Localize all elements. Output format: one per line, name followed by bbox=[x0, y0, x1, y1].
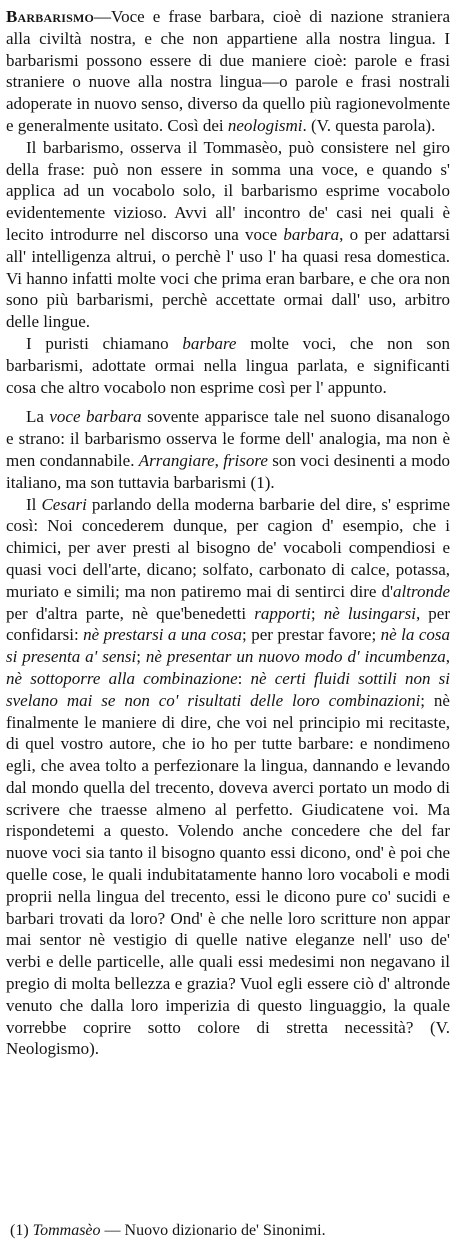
text-run: molte voci, che non son barbarismi, adottate ormai nella lingua parlata, e significanti cosa che altro vocabolo non esprime così per l' appunto. bbox=[6, 333, 450, 397]
italic-term: frisore bbox=[223, 450, 268, 470]
text-run: per d'altra parte, nè que'benedetti bbox=[6, 603, 255, 623]
text-run: I puristi chiamano bbox=[26, 333, 183, 353]
footnote-marker: (1) bbox=[10, 1222, 29, 1239]
text-run: , bbox=[214, 450, 224, 470]
italic-term: rapporti bbox=[254, 603, 311, 623]
footnote-author: Tommasèo bbox=[32, 1222, 101, 1239]
text-run: Il bbox=[26, 494, 42, 514]
text-run: sovente apparisce tale nel suono disanalogo e strano: il barbarismo osserva le forme dell' analogia, ma non è men condannabile. bbox=[6, 407, 450, 470]
headword-dash: — bbox=[94, 7, 112, 26]
paragraph-tommaseo bbox=[6, 137, 450, 333]
text-run: ; bbox=[310, 603, 324, 623]
text-run: ; bbox=[136, 647, 146, 667]
text-run: Il barbarismo, osserva il Tommasèo, può consistere nel giro della frase: può non essere in somma una voce, e quando s' applica ad un vocabolo solo, il barbarismo esprime vocabolo evidentemente vizioso. Avvi all' incontro de' casi nei quali è lecito introdurre nel discorso una voce bbox=[6, 137, 450, 244]
text-run: , per confidarsi: bbox=[6, 603, 451, 645]
text-run: ; nè finalmente le maniere di dire, che voi nel principio mi recitaste, di quel vostro autore, che io ho per tutte barbare: e nondimeno egli, che avea tolto a perfezionare la lingua, dannando e levando dal mondo quella del trecento, doveva averci portato un modo di scrivere che traesse almeno al perfetto. Giudicatene voi. Ma rispondetemi a questo. Volendo anche concedere che del far nuove voci sia tanto il bisogno quanto essi dicono, ond' è poi che quelle cose, le quali indubitatamente hanno loro vocaboli e modi proprii nella lingua del trecento, essi le dicono pure co' sucidi e barbari trovati da loro? Ond' è che nelle loro scritture non appar mai sentor nè vestigio di quelle native eleganze nell' uso de' verbi e delle particelle, alle quali essi medesimi non negavano il pregio di molta bellezza e grazia? Vuol egli essere ciò d' altronde venuto che dalla loro imperizia di questo linguaggio, la quale vorrebbe coprire sotto colore di stretta necessità? (V. Neologismo). bbox=[6, 690, 450, 1059]
headword: Barbarismo bbox=[6, 7, 95, 26]
text-run: : bbox=[237, 668, 251, 688]
italic-term: Arrangiare bbox=[138, 450, 215, 470]
italic-term: Cesari bbox=[41, 494, 87, 514]
dictionary-entry bbox=[6, 6, 450, 1060]
text-run: son voci desinenti a modo italiano, ma son tuttavia barbarismi (1). bbox=[6, 450, 450, 492]
text-run: , o per adattarsi all' intelligenza altrui, o perchè l' uso l' ha quasi resa domestica. Vi hanno infatti molte voci che prima eran barbare, e che ora non sono più barbarismi, perchè accettate ormai dall' uso, arbitro delle lingue. bbox=[6, 224, 450, 332]
italic-term: nè lusingarsi bbox=[323, 603, 416, 623]
paragraph-definition bbox=[6, 6, 450, 137]
footnote bbox=[10, 1221, 450, 1241]
text-run: Voce e frase barbara, cioè di nazione straniera alla civiltà nostra, e che non appartiene alla nostra lingua. I barbarismi possono essere di due maniere cioè: parole e frasi straniere o nuove alla nostra lingua—o parole e frasi nostrali adoperate in nuovo senso, diverso da quello più ragionevolmente e generalmente usitato. Così dei bbox=[6, 7, 450, 135]
italic-term: voce barbara bbox=[49, 407, 142, 427]
text-run: ; per prestar favore; bbox=[242, 625, 381, 645]
italic-term: barbara bbox=[283, 224, 340, 244]
italic-term: altronde bbox=[393, 581, 450, 601]
text-run: , bbox=[445, 647, 450, 667]
italic-term: neologismi bbox=[227, 115, 303, 135]
italic-term: nè presentar un nuovo modo d' incumbenza bbox=[145, 647, 446, 667]
paragraph-voce-barbara bbox=[6, 406, 450, 493]
italic-term: nè sottoporre alla combinazione bbox=[6, 668, 238, 688]
text-run: parlando della moderna barbarie del dire, s' esprime così: Noi concederem dunque, per cagion d' esempio, che i chimici, per aver presti al bisogno de' vocaboli compendiosi e quasi voci dell'arte, dicano; solfato, carbonato di calce, potassa, muriato e simili; ma non patiremo mai di sentirci dire d' bbox=[6, 494, 450, 601]
text-run: . (V. questa parola). bbox=[302, 115, 436, 135]
italic-term: nè prestarsi a una cosa bbox=[83, 625, 243, 645]
italic-term: barbare bbox=[182, 333, 237, 353]
italic-term: nè certi fluidi sottili non si svelano mai se non co' risultati delle loro combinazioni bbox=[6, 668, 450, 710]
paragraph-cesari bbox=[6, 494, 450, 1061]
italic-term: nè la cosa si presenta a' sensi bbox=[6, 625, 450, 667]
text-run: La bbox=[26, 407, 50, 427]
footnote-text: Nuovo dizionario de' Sinonimi. bbox=[124, 1222, 326, 1239]
footnote-dash: — bbox=[100, 1222, 125, 1239]
paragraph-puristi bbox=[6, 333, 450, 398]
